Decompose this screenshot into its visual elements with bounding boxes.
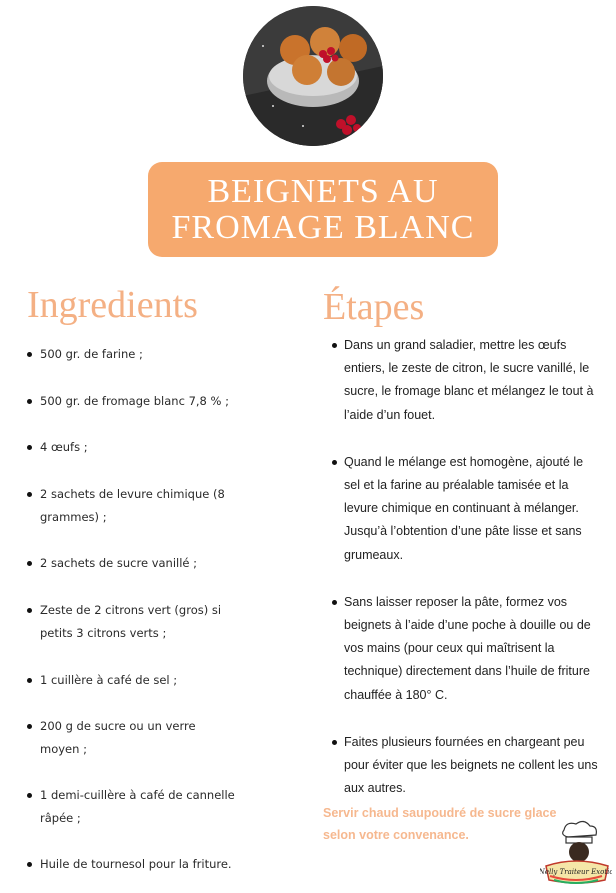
steps-heading: Étapes	[323, 286, 425, 328]
ingredient-item: 1 demi-cuillère à café de cannelle râpée ;	[25, 784, 235, 830]
title-banner	[148, 162, 498, 257]
serving-tip: Servir chaud saupoudré de sucre glace selon votre convenance.	[323, 806, 557, 842]
step-item: Dans un grand saladier, mettre les œufs entiers, le zeste de citron, le sucre vanillé, le sucre, le fromage blanc et mélangez le tout à l’aide d’un fouet.	[330, 334, 602, 427]
hero-photo	[243, 6, 383, 146]
ingredient-item: Zeste de 2 citrons vert (gros) si petits 3 citrons verts ;	[25, 599, 235, 645]
logo-text: Nelly Traiteur Exotic	[540, 868, 612, 876]
ingredient-item: 4 œufs ;	[25, 436, 235, 459]
ingredient-item: 2 sachets de levure chimique (8 grammes) ;	[25, 483, 235, 529]
ingredient-item: 200 g de sucre ou un verre moyen ;	[25, 715, 235, 761]
ingredients-list	[25, 343, 235, 876]
ingredient-item: 2 sachets de sucre vanillé ;	[25, 552, 235, 575]
step-item: Sans laisser reposer la pâte, formez vos beignets à l’aide d’une poche à douille ou de vos mains (pour ceux qui maîtrisent la technique) directement dans l’huile de friture chauffée à 180° C.	[330, 591, 602, 707]
ingredient-item: 500 gr. de farine ;	[25, 343, 235, 366]
brand-logo	[540, 820, 612, 888]
step-item: Faites plusieurs fournées en chargeant peu pour éviter que les beignets ne collent les uns aux autres.	[330, 731, 602, 801]
ingredient-item: 1 cuillère à café de sel ;	[25, 669, 235, 692]
recipe-title: BEIGNETS AU FROMAGE BLANC	[171, 172, 475, 246]
beignets-photo-icon	[243, 6, 383, 146]
ingredients-heading: Ingredients	[27, 284, 198, 326]
ingredient-item: 500 gr. de fromage blanc 7,8 % ;	[25, 390, 235, 413]
step-item: Quand le mélange est homogène, ajouté le sel et la farine au préalable tamisée et la levure chimique en continuant à mélanger. Jusqu’à l’obtention d’une pâte lisse et sans grumeaux.	[330, 451, 602, 567]
ingredient-item: Huile de tournesol pour la friture.	[25, 853, 235, 876]
steps-list	[330, 334, 602, 800]
chef-logo-icon	[540, 820, 612, 888]
